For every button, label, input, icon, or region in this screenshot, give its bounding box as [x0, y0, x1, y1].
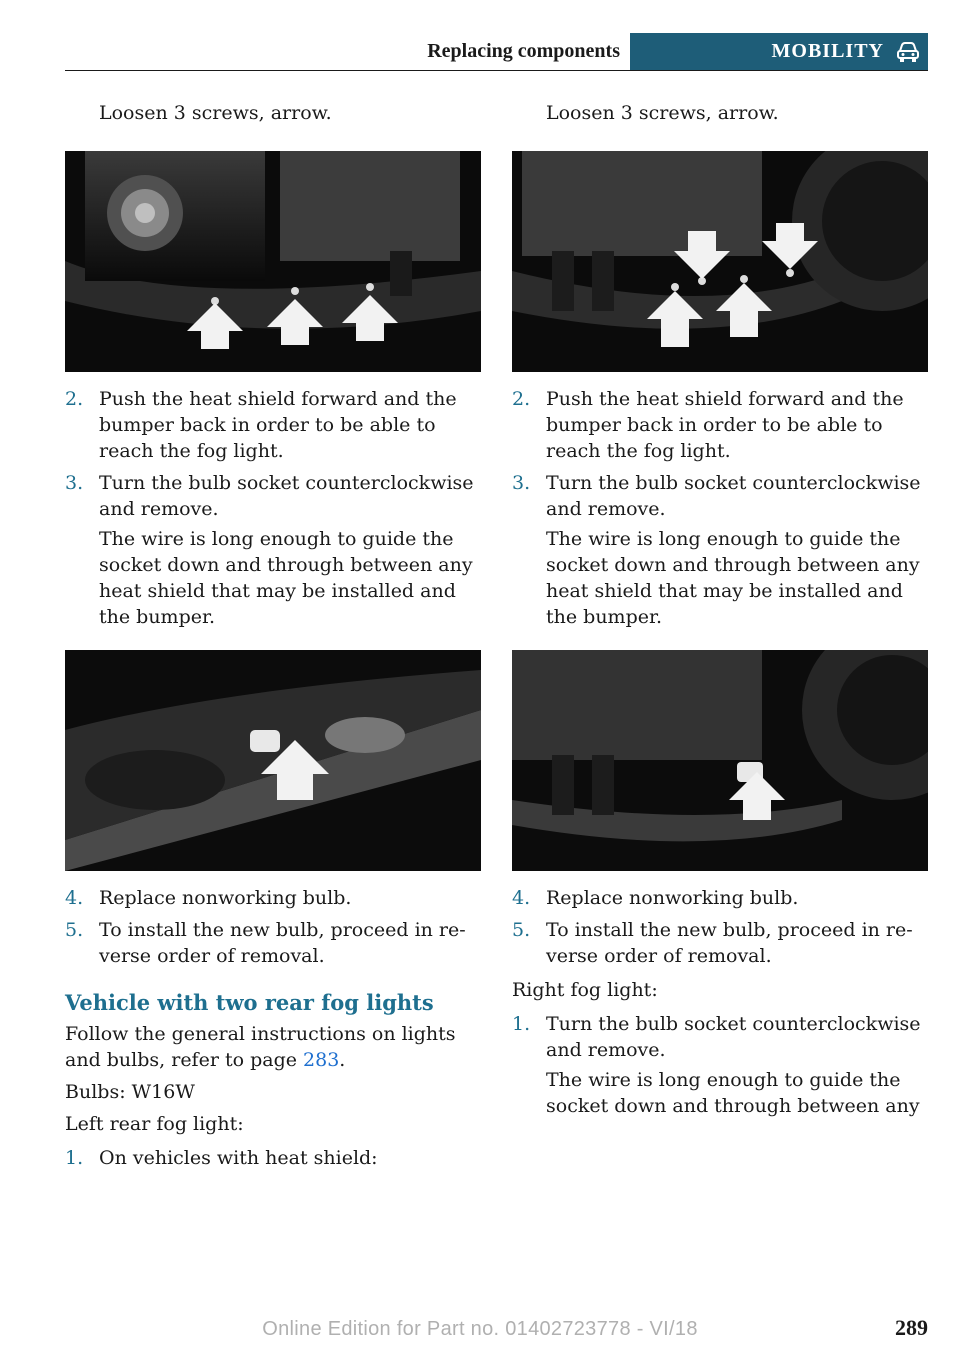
- step-number: 3.: [65, 472, 84, 494]
- intro-text: Loosen 3 screws, arrow.: [546, 102, 779, 124]
- step-number: 2.: [512, 388, 531, 410]
- photo-left-bulb-socket: [65, 650, 481, 871]
- step-number: 4.: [65, 887, 84, 909]
- step-text: Turn the bulb socket counterclockwise and remove.: [546, 472, 921, 520]
- step-number: 3.: [512, 472, 531, 494]
- edition-footer: Online Edition for Part no. 01402723778 - VI/18: [262, 1318, 698, 1340]
- photo-right-bulb-socket: [512, 650, 928, 871]
- step-number: 4.: [512, 887, 531, 909]
- section-title: Replacing components: [427, 40, 620, 62]
- general-instructions: [65, 1021, 481, 1073]
- step-note: The wire is long enough to guide the socket down and through between any: [546, 1069, 920, 1117]
- step-text: Push the heat shield forward and the bumper back in order to be able to reach the fog light.: [99, 388, 457, 462]
- steps-list-a: [65, 386, 481, 630]
- step-text: To install the new bulb, proceed in re‐verse order of removal.: [546, 919, 913, 967]
- left-light-label: Left rear fog light:: [65, 1113, 244, 1135]
- step-text: On vehicles with heat shield:: [99, 1147, 378, 1169]
- steps-list-b: [512, 885, 928, 969]
- step-number: 5.: [65, 919, 84, 941]
- list-item: [65, 386, 481, 464]
- general-instructions-text: Follow the general instructions on lights and bulbs, refer to page: [65, 1023, 456, 1071]
- step-text: Push the heat shield forward and the bumper back in order to be able to reach the fog light.: [546, 388, 904, 462]
- list-item: [512, 1011, 928, 1119]
- step-text: Turn the bulb socket counterclockwise and remove.: [99, 472, 474, 520]
- list-item: [65, 885, 481, 911]
- subsection-heading: Vehicle with two rear fog lights: [65, 990, 434, 1015]
- step-note: The wire is long enough to guide the socket down and through between any heat shield that may be installed and the bumper.: [546, 528, 920, 628]
- left-column: [65, 100, 481, 1171]
- step-note: The wire is long enough to guide the socket down and through between any heat shield that may be installed and the bumper.: [99, 528, 473, 628]
- steps-list-b: [65, 885, 481, 969]
- list-item: [512, 386, 928, 464]
- intro-text: Loosen 3 screws, arrow.: [99, 102, 332, 124]
- page-number: 289: [895, 1315, 928, 1340]
- right-column: [512, 100, 928, 1119]
- photo-right-screws: [512, 151, 928, 372]
- list-item: [512, 470, 928, 630]
- list-item: [65, 917, 481, 969]
- list-item: [65, 1145, 481, 1171]
- step-text: Replace nonworking bulb.: [99, 887, 352, 909]
- header-rule: [65, 70, 928, 71]
- page-link[interactable]: 283: [303, 1049, 340, 1071]
- list-item: [512, 885, 928, 911]
- steps-list-c: [512, 1011, 928, 1119]
- chapter-tab: [630, 33, 928, 70]
- list-item: [65, 470, 481, 630]
- car-icon: [896, 41, 920, 63]
- step-text: Turn the bulb socket counterclockwise and remove.: [546, 1013, 921, 1061]
- list-item: [512, 917, 928, 969]
- step-text: To install the new bulb, proceed in re‐verse order of removal.: [99, 919, 466, 967]
- bulbs-spec: Bulbs: W16W: [65, 1081, 195, 1103]
- step-number: 1.: [65, 1147, 84, 1169]
- right-light-label: Right fog light:: [512, 979, 658, 1001]
- step-number: 2.: [65, 388, 84, 410]
- general-instructions-end: .: [339, 1049, 346, 1071]
- steps-list-c: [65, 1145, 481, 1171]
- step-text: Replace nonworking bulb.: [546, 887, 799, 909]
- step-number: 1.: [512, 1013, 531, 1035]
- step-number: 5.: [512, 919, 531, 941]
- steps-list-a: [512, 386, 928, 630]
- chapter-label: MOBILITY: [771, 40, 884, 62]
- photo-left-screws: [65, 151, 481, 372]
